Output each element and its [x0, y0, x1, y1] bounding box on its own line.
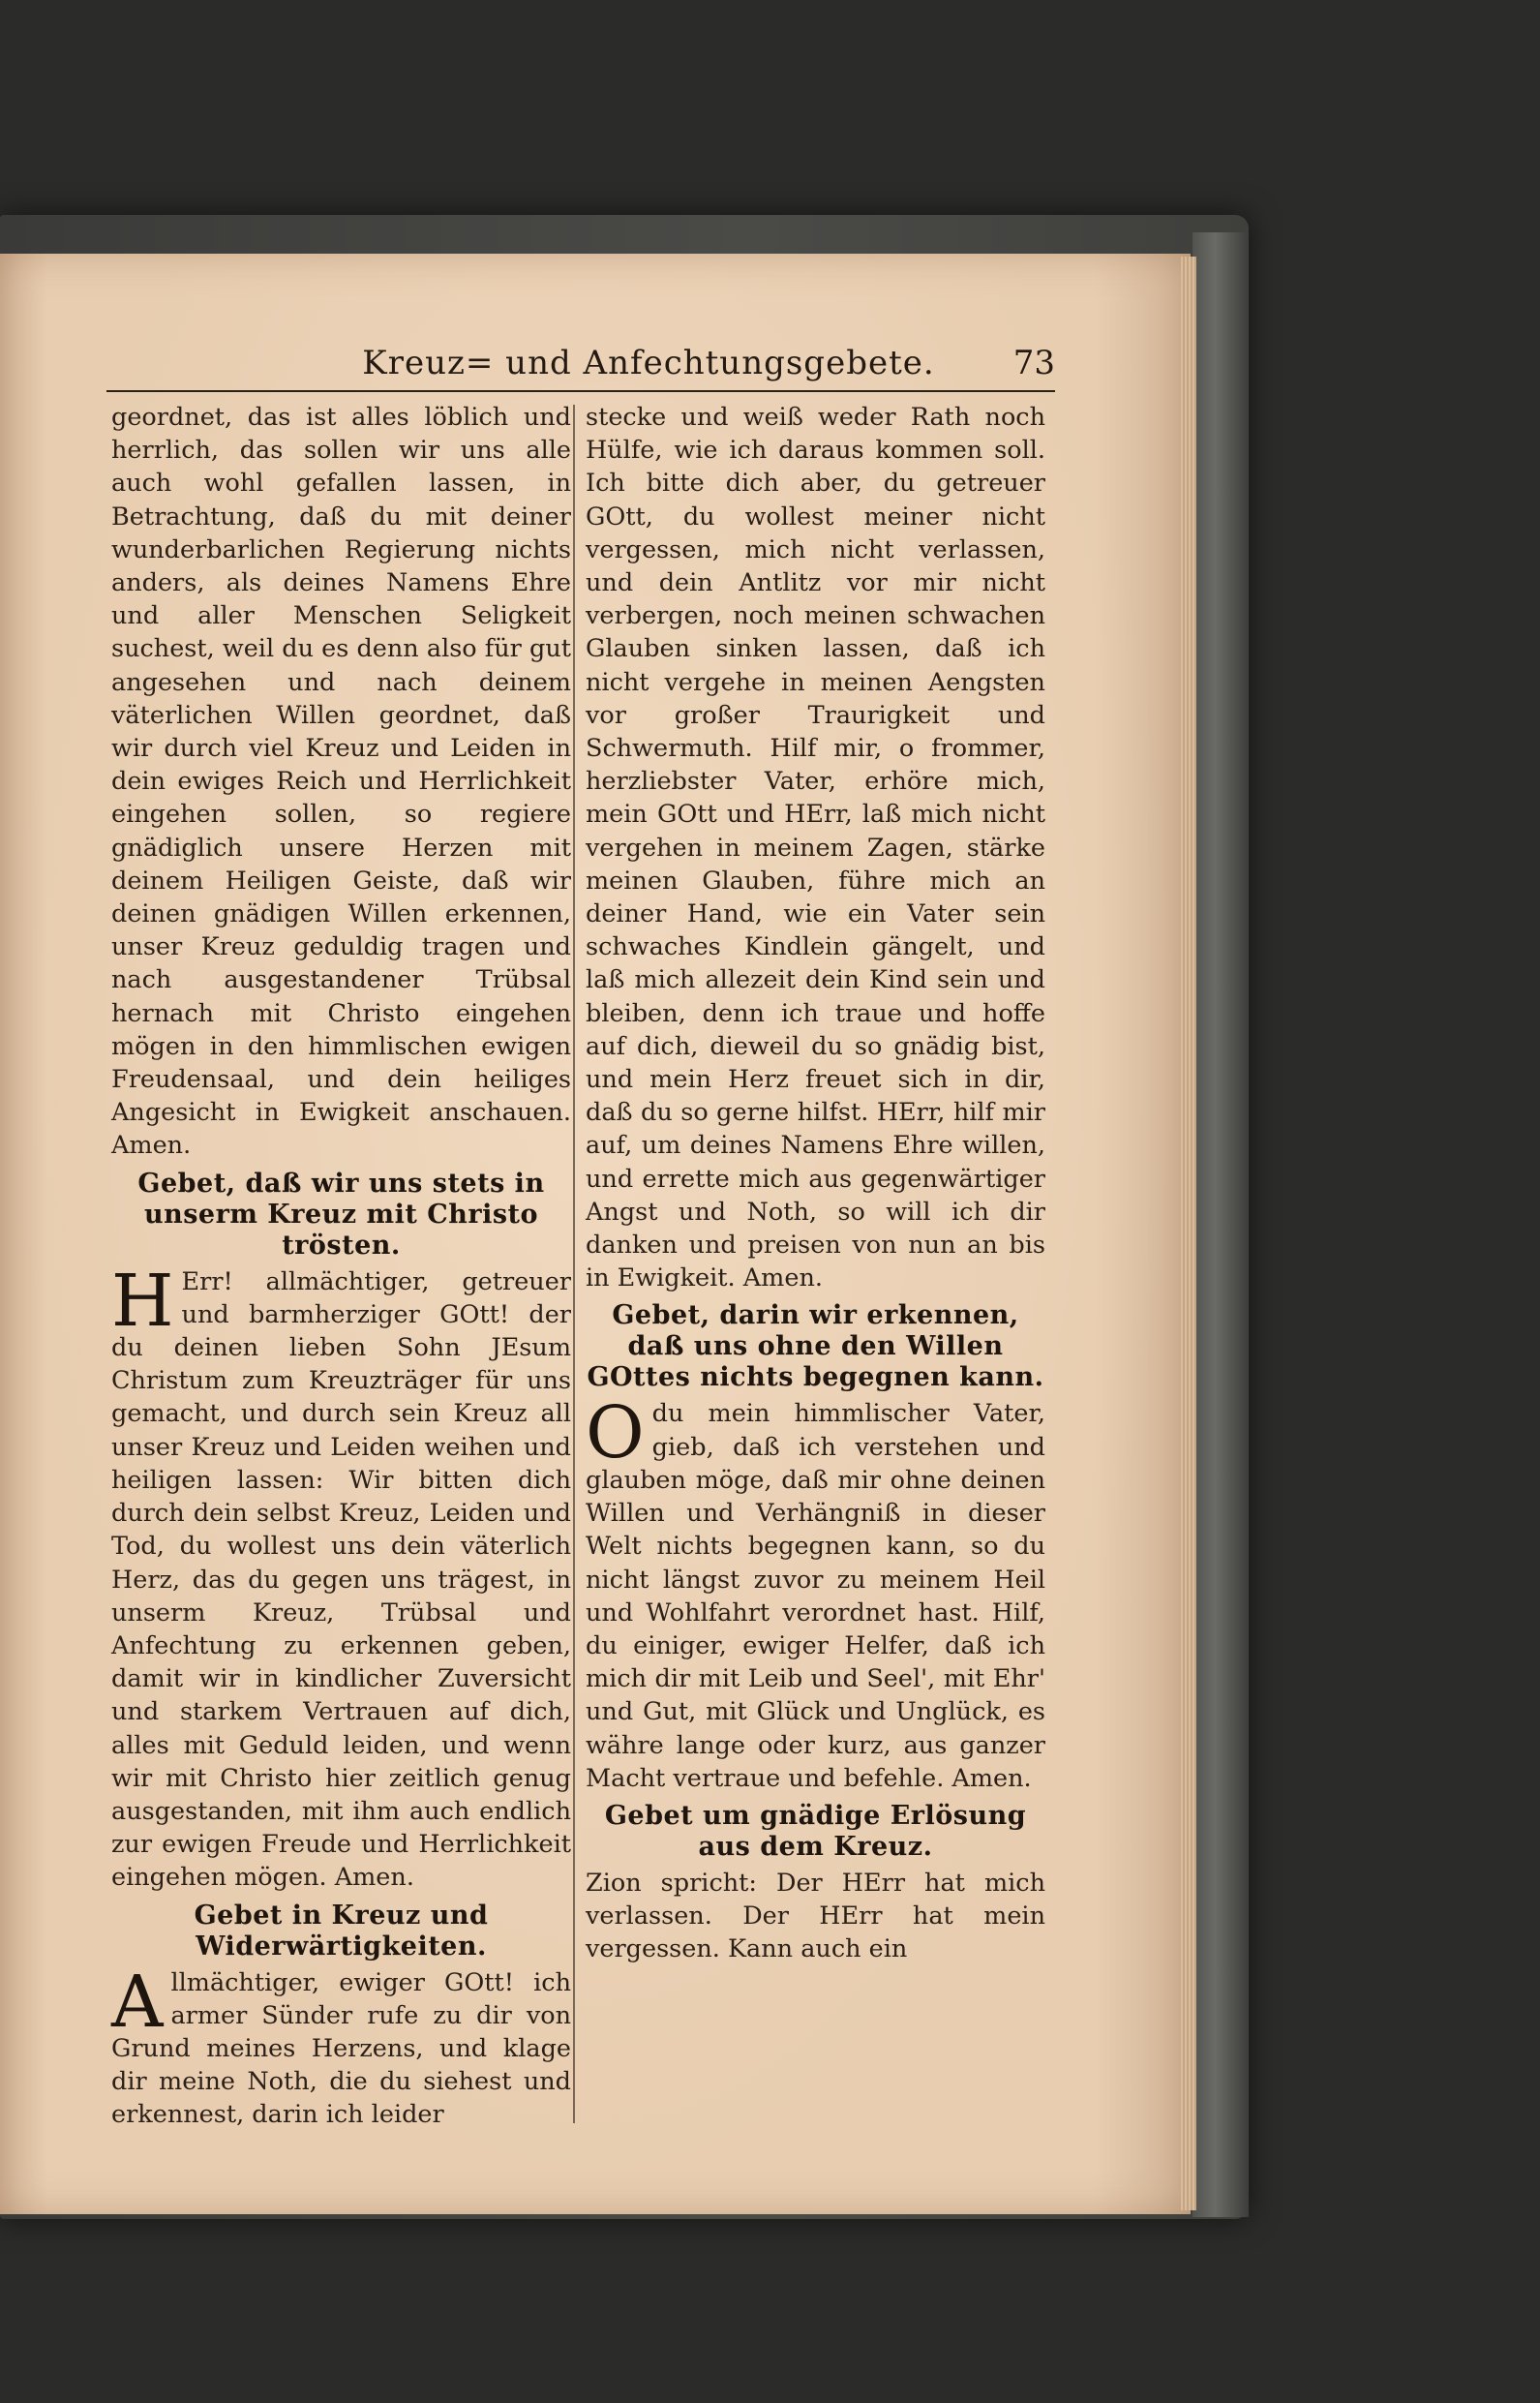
left-column — [111, 401, 571, 2132]
book-spine — [1193, 232, 1249, 2217]
left-heading-1: Gebet, daß wir uns stets in unserm Kreuz mit Christo trösten. — [137, 1168, 545, 1261]
drop-cap: H — [111, 1259, 174, 1343]
left-paragraph-3-text: llmächtiger, ewiger GOtt! ich armer Sünder rufe zu dir von Grund meines Herzens, und klage dir meine Noth, die du siehest und erkennest, darin ich leider — [111, 1967, 571, 2130]
page-edges — [1181, 257, 1196, 2210]
right-column — [586, 401, 1045, 1966]
right-heading-2: Gebet um gnädige Erlösung aus dem Kreuz. — [604, 1800, 1027, 1862]
right-paragraph-1: stecke und weiß weder Rath noch Hülfe, wie ich daraus kommen soll. Ich bitte dich aber, du getreuer GOtt, du wollest meiner nicht vergessen, mich nicht verlassen, und dein Antlitz vor mir nicht verbergen, noch meinen schwachen Glauben sinken lassen, daß ich nicht vergehe in meinen Aengsten vor großer Traurigkeit und Schwermuth. Hilf mir, o frommer, herzliebster Vater, erhöre mich, mein GOtt und HErr, laß mich nicht vergehen in meinem Zagen, stärke meinen Glauben, führe mich an deiner Hand, wie ein Vater sein schwaches Kindlein gängelt, und laß mich allezeit dein Kind sein und bleiben, denn ich traue und hoffe auf dich, dieweil du so gnädig bist, und mein Herz freuet sich in dir, daß du so gerne hilfst. HErr, hilf mir auf, um deines Namens Ehre willen, und errette mich aus gegenwärtiger Angst und Noth, so will ich dir danken und preisen von nun an bis in Ewigkeit. Amen. — [586, 403, 1045, 1293]
page-number: 73 — [1012, 344, 1055, 382]
left-paragraph-1: geordnet, das ist alles löblich und herrlich, das sollen wir uns alle auch wohl gefallen lassen, in Betrachtung, daß du mit deiner wunderbarlichen Regierung nichts anders, als deines Namens Ehre und aller Menschen Seligkeit suchest, weil du es denn also für gut angesehen und nach deinem väterlichen Willen geordnet, daß wir durch viel Kreuz und Leiden in dein ewiges Reich und Herrlichkeit eingehen sollen, so regiere gnädiglich unsere Herzen mit deinem Heiligen Geiste, daß wir deinen gnädigen Willen erkennen, unser Kreuz geduldig tragen und nach ausgestandener Trübsal hernach mit Christo eingehen mögen in den himmlischen ewigen Freudensaal, und dein heiliges Angesicht in Ewigkeit anschauen. Amen. — [111, 403, 571, 1161]
drop-cap: O — [586, 1391, 645, 1475]
left-heading-2: Gebet in Kreuz und Widerwärtigkeiten. — [194, 1900, 489, 1962]
right-heading-1: Gebet, darin wir erkennen, daß uns ohne den Willen GOttes nichts begegnen kann. — [587, 1300, 1044, 1393]
left-paragraph-2 — [111, 1259, 571, 1895]
column-divider — [573, 405, 575, 2123]
right-paragraph-2-text: du mein himmlischer Vater, gieb, daß ich verstehen und glauben möge, daß mir ohne deinen Willen und Verhängniß in dieser Welt nichts begegnen kann, so du nicht längst zuvor zu meinem Heil und Wohlfahrt verordnet hast. Hilf, du einiger, ewiger Helfer, daß ich mich dir mit Leib und Seel', mit Ehr' und Gut, mit Glück und Unglück, es währe lange oder kurz, aus ganzer Macht vertraue und befehle. Amen. — [586, 1399, 1045, 1793]
running-title: Kreuz= und Anfechtungsgebete. — [362, 344, 935, 382]
left-paragraph-3 — [111, 1960, 571, 2132]
right-paragraph-2 — [586, 1391, 1045, 1794]
drop-cap: A — [111, 1960, 164, 2044]
running-head — [106, 344, 1055, 392]
right-paragraph-3: Zion spricht: Der HErr hat mich verlassen. Der HErr hat mein vergessen. Kann auch ein — [586, 1868, 1045, 1964]
left-paragraph-2-text: Err! allmächtiger, getreuer und barmherziger GOtt! der du deinen lieben Sohn JEsum Christum zum Kreuzträger für uns gemacht, und durch sein Kreuz all unser Kreuz und Leiden weihen und heiligen lassen: Wir bitten dich durch dein selbst Kreuz, Leiden und Tod, du wollest uns dein väterlich Herz, das du gegen uns trägest, in unserm Kreuz, Trübsal und Anfechtung zu erkennen geben, damit wir in kindlicher Zuversicht und starkem Vertrauen auf dich, alles mit Geduld leiden, und wenn wir mit Christo hier zeitlich genug ausgestanden, mit ihm auch endlich zur ewigen Freude und Herrlichkeit eingehen mögen. Amen. — [111, 1266, 571, 1893]
